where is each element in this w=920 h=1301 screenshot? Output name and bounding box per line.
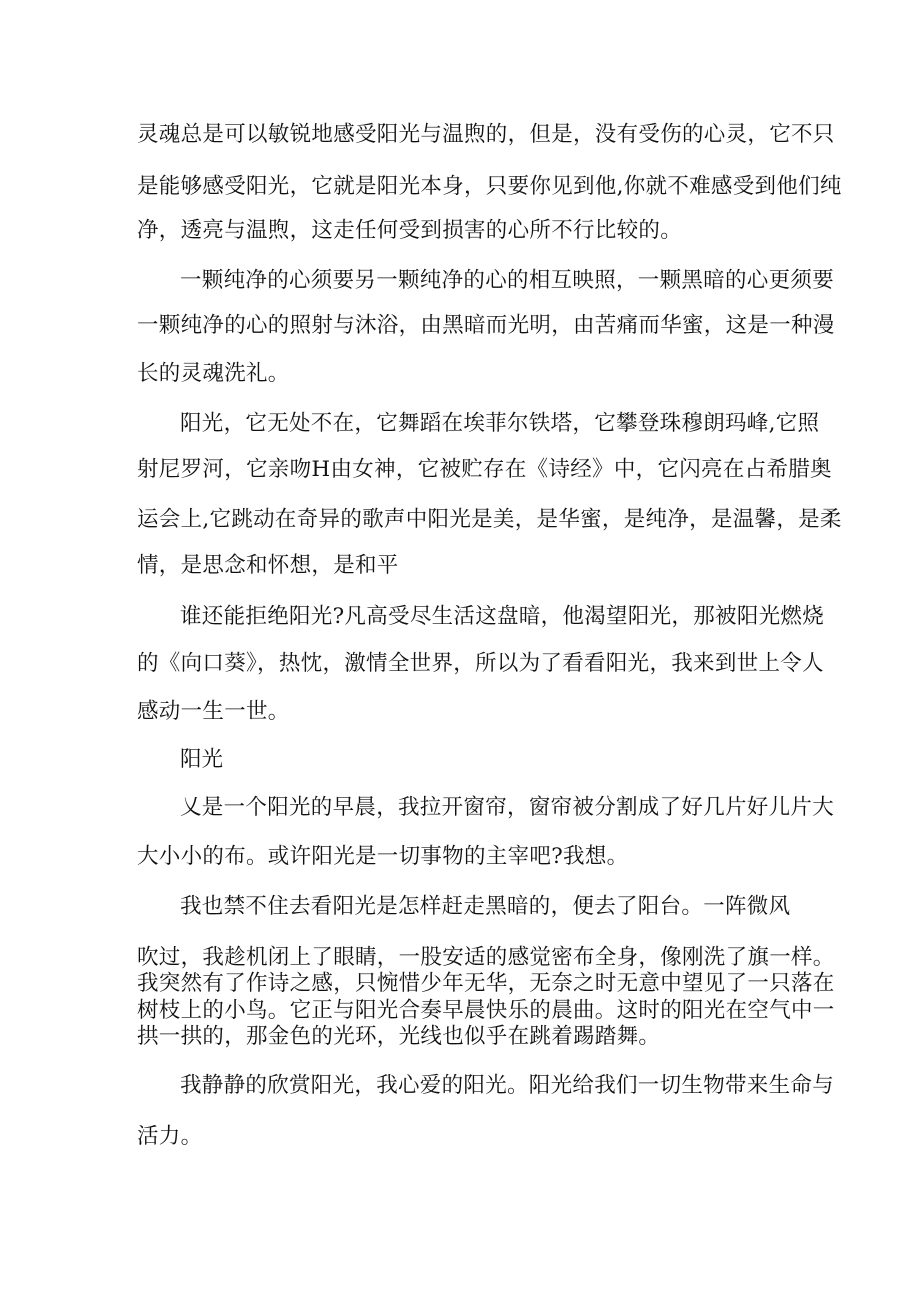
paragraph-1-line-3: 净，透亮与温煦，这走任何受到损害的心所不行比较的。	[137, 218, 683, 243]
paragraph-9-line-2: 活力。	[137, 1124, 203, 1149]
paragraph-1-line-1: 灵魂总是可以敏锐地感受阳光与温煦的，但是，没有受伤的心灵，它不只	[137, 122, 835, 147]
paragraph-9-line-1: 我静静的欣赏阳光，我心爱的阳光。阳光给我们一切生物带来生命与	[180, 1073, 835, 1098]
paragraph-6-line-2: 大小小的布。或许阳光是一切事物的主宰吧?我想。	[137, 844, 629, 869]
paragraph-8-line-2: 我突然有了作诗之感，只惋惜少年无华，无奈之时无意中望见了一只落在	[137, 971, 835, 996]
paragraph-4-line-1: 谁还能拒绝阳光?凡高受尽生活这盘暗，他渴望阳光，那被阳光燃烧	[180, 604, 825, 629]
paragraph-4-line-3: 感动一生一世。	[137, 699, 290, 724]
paragraph-7-line-1: 我也禁不住去看阳光是怎样赶走黑暗的，便去了阳台。一阵微风	[180, 894, 791, 919]
paragraph-8-line-1: 吹过，我趁机闭上了眼睛，一股安适的感觉密布全身，像刚洗了旗一样。	[137, 945, 835, 970]
paragraph-2-line-3: 长的灵魂洗礼。	[137, 361, 290, 386]
paragraph-3-line-2: 射尼罗河，它亲吻H由女神，它被贮存在《诗经》中，它闪亮在占希腊奥	[137, 457, 832, 482]
paragraph-5-line-1: 阳光	[180, 747, 224, 772]
paragraph-8-line-4: 拱一拱的，那金色的光环，光线也似乎在跳着踢踏舞。	[137, 1024, 661, 1049]
paragraph-3-line-1: 阳光，它无处不在，它舞蹈在埃菲尔铁塔，它攀登珠穆朗玛峰,它照	[180, 411, 820, 436]
paragraph-3-line-3: 运会上,它跳动在奇异的歌声中阳光是美，是华蜜，是纯净，是温馨，是柔	[137, 507, 842, 532]
paragraph-4-line-2: 的《向口葵》，热忱，激情全世界，所以为了看看阳光，我来到世上令人	[137, 651, 824, 676]
paragraph-3-line-4: 情，是思念和怀想，是和平	[137, 553, 399, 578]
paragraph-1-line-2: 是能够感受阳光，它就是阳光本身，只要你见到他,你就不难感受到他们纯	[137, 174, 842, 199]
paragraph-2-line-2: 一颗纯净的心的照射与沐浴，由黑暗而光明，由苦痛而华蜜，这是一种漫	[137, 313, 835, 338]
paragraph-2-line-1: 一颗纯净的心须要另一颗纯净的心的相互映照，一颗黑暗的心更须要	[180, 268, 835, 293]
paragraph-8-line-3: 树枝上的小鸟。它正与阳光合奏早晨快乐的晨曲。这时的阳光在空气中一	[137, 998, 835, 1023]
paragraph-6-line-1: 乂是一个阳光的早晨，我拉开窗帘，窗帘被分割成了好几片好儿片大	[180, 795, 835, 820]
